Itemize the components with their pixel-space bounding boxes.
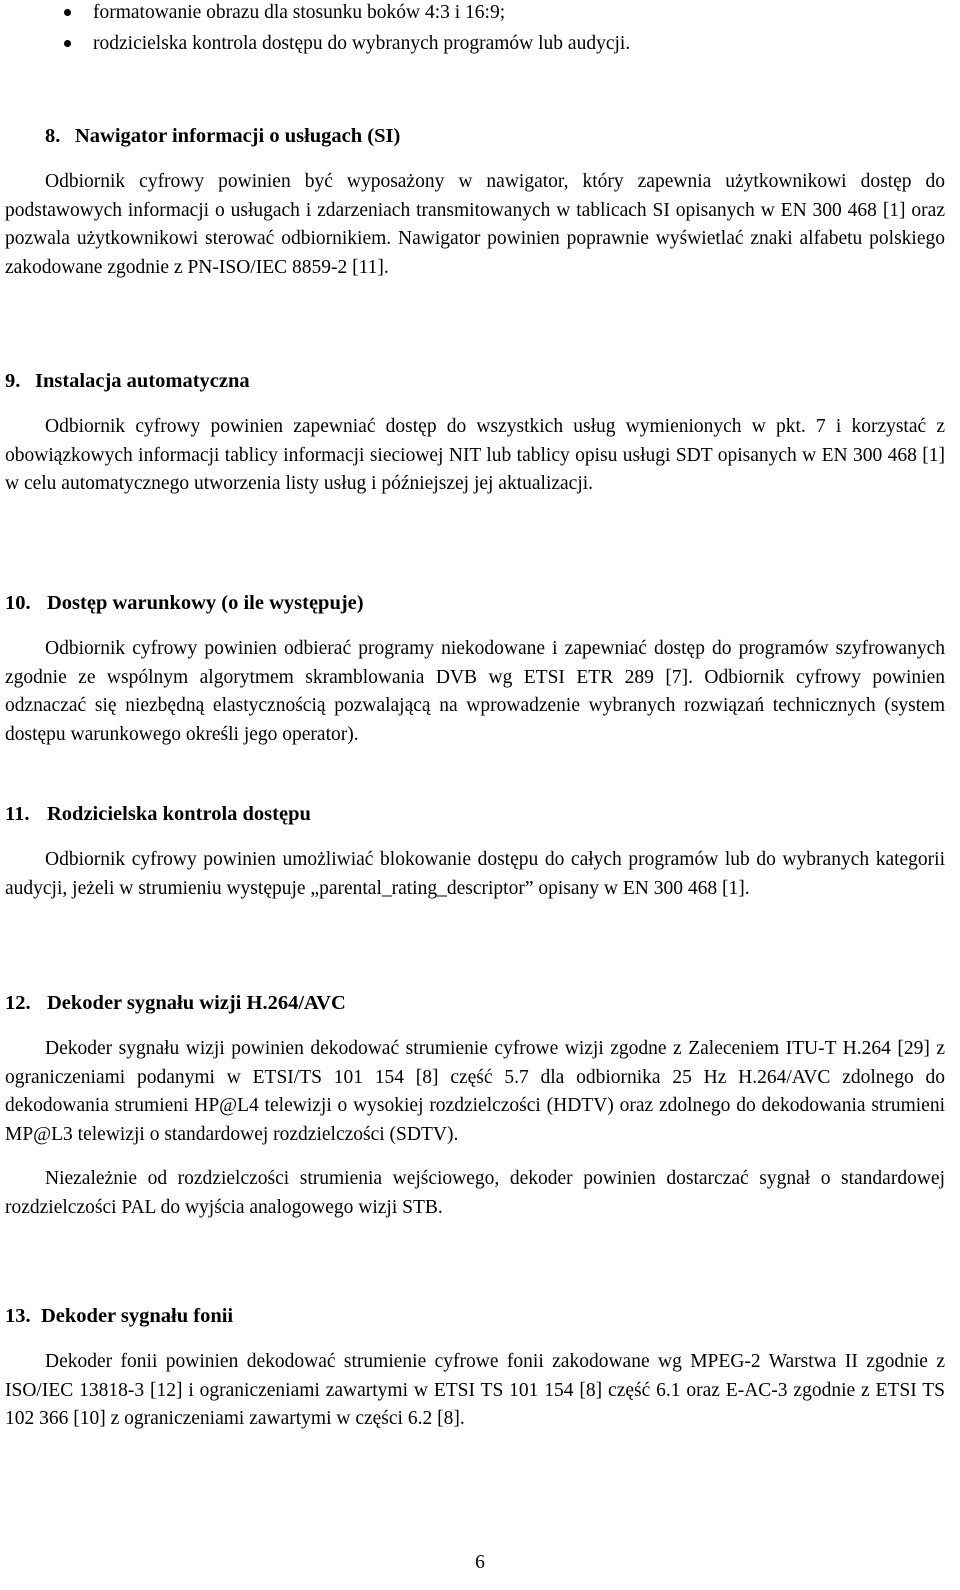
list-item (5, 0, 945, 30)
section-heading (5, 800, 945, 828)
section-title: Dekoder sygnału wizji H.264/AVC (47, 992, 346, 1014)
section-12 (5, 989, 945, 1223)
bullet-icon (64, 9, 71, 16)
page-number: 6 (475, 1552, 485, 1573)
section-10 (5, 589, 945, 749)
section-number: 8. (45, 125, 61, 147)
bullet-list (5, 0, 945, 61)
section-heading (5, 122, 945, 150)
section-paragraph: Odbiornik cyfrowy powinien odbierać programy niekodowane i zapewniać dostęp do programów szyfrowanych zgodnie ze wspólnym algorytmem skramblowania DVB wg ETSI ETR 289 [7]. Odbiornik cyfrowy powinien odznaczać się niezbędną elastycznością pozwalającą na wprowadzenie wybranych rozwiązań technicznych (system dostępu warunkowego określi jego operator). (5, 638, 945, 745)
section-paragraph: Odbiornik cyfrowy powinien umożliwiać blokowanie dostępu do całych programów lub do wybranych kategorii audycji, jeżeli w strumieniu występuje „parental_rating_descriptor” opisany w EN 300 468 [1]. (5, 849, 945, 899)
section-11 (5, 800, 945, 903)
section-heading (5, 589, 945, 617)
section-number: 9. (5, 370, 21, 392)
section-title: Dostęp warunkowy (o ile występuje) (47, 592, 364, 614)
section-9 (5, 367, 945, 499)
section-number: 12. (5, 992, 31, 1014)
section-title: Nawigator informacji o usługach (SI) (75, 125, 401, 147)
section-8 (5, 122, 945, 282)
bullet-icon (64, 40, 71, 47)
section-paragraph: Odbiornik cyfrowy powinien zapewniać dostęp do wszystkich usług wymienionych w pkt. 7 i korzystać z obowiązkowych informacji tablicy informacji sieciowej NIT lub tablicy opisu usługi SDT opisanych w EN 300 468 [1] w celu automatycznego utworzenia listy usług i późniejszej jej aktualizacji. (5, 416, 945, 495)
section-title: Rodzicielska kontrola dostępu (47, 803, 311, 825)
section-title: Instalacja automatyczna (35, 370, 250, 392)
section-paragraph: Odbiornik cyfrowy powinien być wyposażony w nawigator, który zapewnia użytkownikowi dostęp do podstawowych informacji o usługach i zdarzeniach transmitowanych w tablicach SI opisanych w EN 300 468 [1] oraz pozwala użytkownikowi sterować odbiornikiem. Nawigator powinien poprawnie wyświetlać znaki alfabetu polskiego zakodowane zgodnie z PN-ISO/IEC 8859-2 [11]. (5, 171, 945, 278)
section-paragraph: Dekoder fonii powinien dekodować strumienie cyfrowe fonii zakodowane wg MPEG-2 Warstwa II zgodnie z ISO/IEC 13818-3 [12] i ograniczeniami zawartymi w ETSI TS 101 154 [8] część 6.1 oraz E-AC-3 zgodnie z ETSI TS 102 366 [10] z ograniczeniami zawartymi w części 6.2 [8]. (5, 1351, 945, 1430)
section-heading (5, 367, 945, 395)
section-heading (5, 1302, 945, 1330)
section-title: Dekoder sygnału fonii (41, 1305, 234, 1327)
list-item (5, 30, 945, 61)
section-paragraph: Niezależnie od rozdzielczości strumienia wejściowego, dekoder powinien dostarczać sygnał o standardowej rozdzielczości PAL do wyjścia analogowego wizji STB. (5, 1168, 945, 1218)
section-heading (5, 989, 945, 1017)
section-number: 11. (5, 803, 30, 825)
section-number: 10. (5, 592, 31, 614)
section-paragraph: Dekoder sygnału wizji powinien dekodować strumienie cyfrowe wizji zgodne z Zaleceniem ITU-T H.264 [29] z ograniczeniami podanymi w ETSI/TS 101 154 [8] część 5.7 dla odbiornika 25 Hz H.264/AVC zdolnego do dekodowania strumieni HP@L4 telewizji o wysokiej rozdzielczości (HDTV) oraz zdolnego do dekodowania strumieni MP@L3 telewizji o standardowej rozdzielczości (SDTV). (5, 1038, 945, 1145)
section-number: 13. (5, 1305, 31, 1327)
list-item-text: formatowanie obrazu dla stosunku boków 4:3 i 16:9; (93, 2, 506, 23)
section-13 (5, 1302, 945, 1434)
list-item-text: rodzicielska kontrola dostępu do wybranych programów lub audycji. (93, 33, 631, 54)
